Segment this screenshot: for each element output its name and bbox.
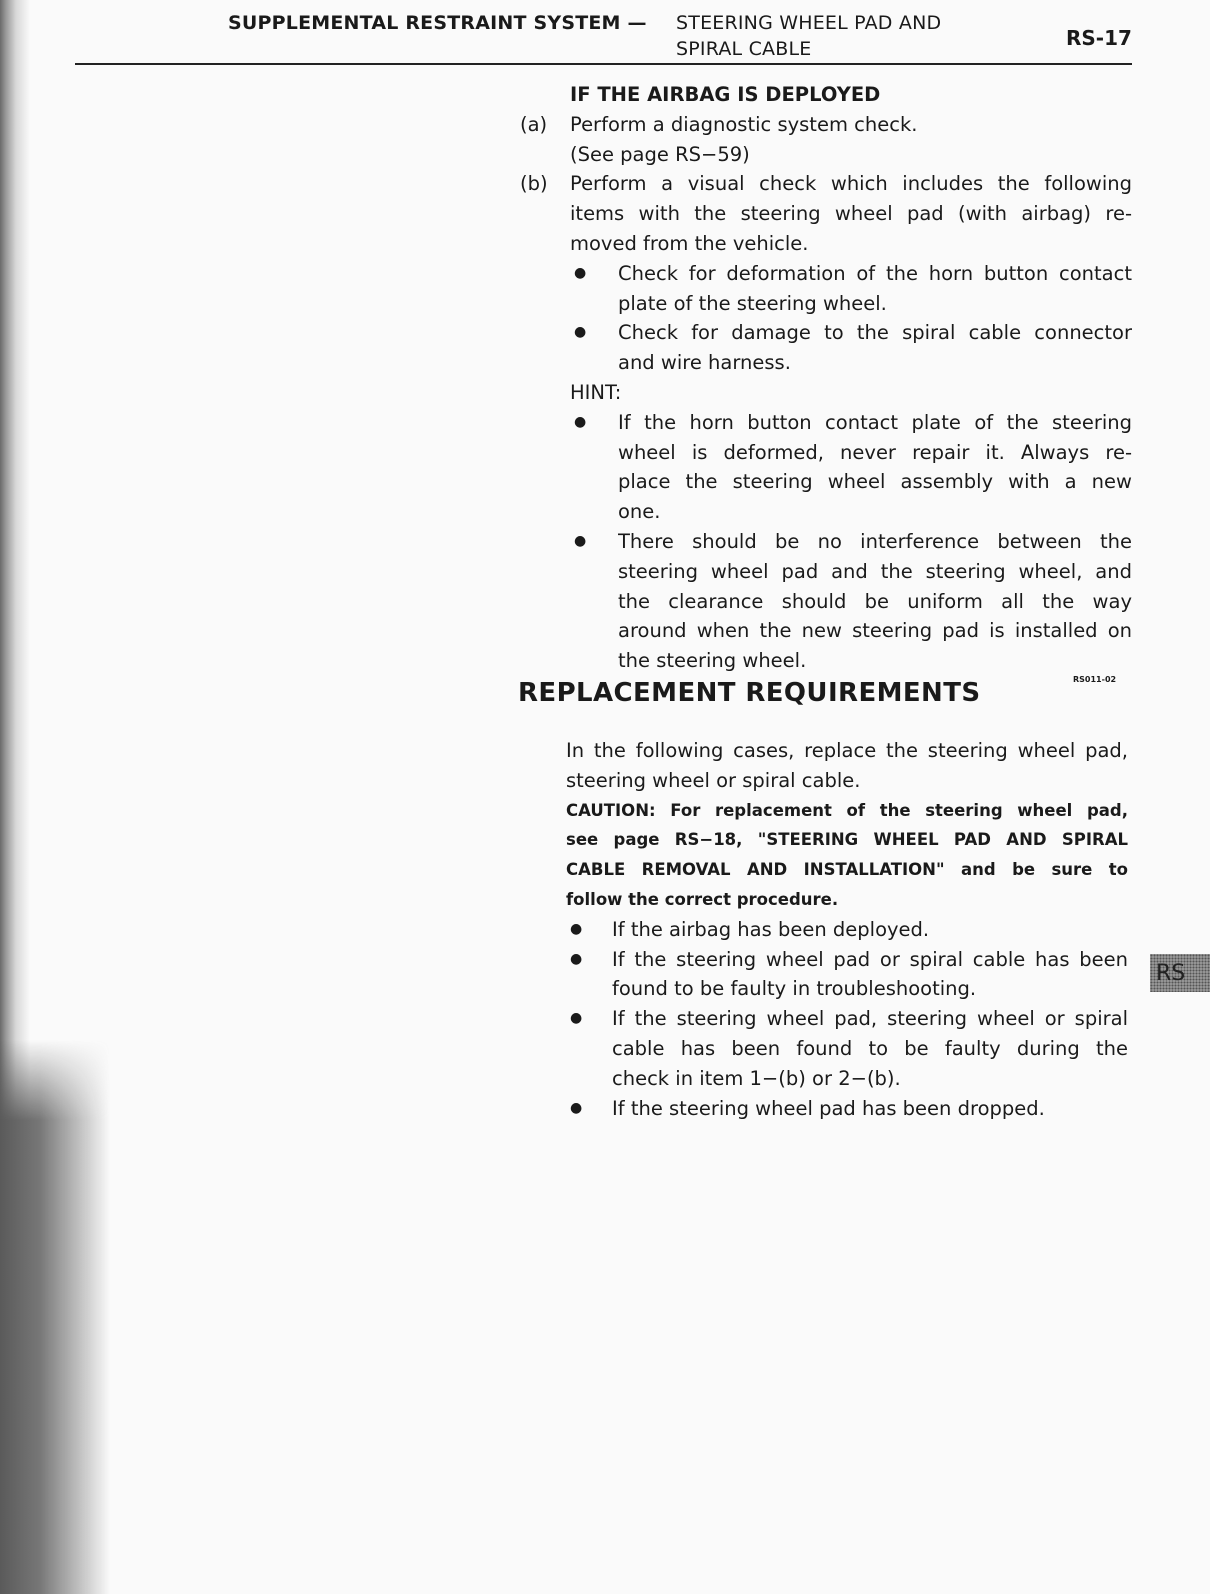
step-text: (See page RS−59) xyxy=(570,142,750,166)
step-text: moved from the vehicle. xyxy=(570,231,809,255)
bullet-icon: ● xyxy=(574,324,587,341)
hint-text: wheel is deformed, never repair it. Always re- xyxy=(618,440,1132,464)
case-text: cable has been found to be faulty during the xyxy=(612,1036,1128,1060)
bullet-icon: ● xyxy=(570,1010,583,1027)
step-text: Perform a diagnostic system check. xyxy=(570,112,918,136)
bullet-icon: ● xyxy=(574,264,587,281)
bullet-icon: ● xyxy=(574,413,587,430)
case-text: If the airbag has been deployed. xyxy=(612,917,930,941)
caution-text: CAUTION: For replacement of the steering wheel pad, xyxy=(566,800,1128,820)
page-number: RS-17 xyxy=(1066,26,1132,50)
case-text: If the steering wheel pad, steering wheel or spiral xyxy=(612,1007,1128,1031)
bullet-icon: ● xyxy=(570,920,583,937)
case-text: If the steering wheel pad or spiral cable has been xyxy=(612,947,1128,971)
hint-text: There should be no interference between the xyxy=(618,529,1132,553)
hint-text: steering wheel pad and the steering wheel, and xyxy=(618,559,1132,583)
header-subtitle-line1: STEERING WHEEL PAD AND xyxy=(676,12,942,34)
step-label: (a) xyxy=(520,112,548,136)
replacement-heading: REPLACEMENT REQUIREMENTS xyxy=(518,678,981,708)
hint-text: one. xyxy=(618,500,661,524)
case-text: found to be faulty in troubleshooting. xyxy=(612,977,977,1001)
check-text: plate of the steering wheel. xyxy=(618,291,887,315)
intro-text: steering wheel or spiral cable. xyxy=(566,768,861,792)
check-text: and wire harness. xyxy=(618,351,791,375)
caution-text: see page RS−18, "STEERING WHEEL PAD AND SPIRAL xyxy=(566,830,1128,850)
bullet-icon: ● xyxy=(570,950,583,967)
section-tab-rs: RS xyxy=(1150,954,1210,992)
step-label: (b) xyxy=(520,172,548,196)
binding-shadow-lower xyxy=(0,1040,110,1594)
step-text: items with the steering wheel pad (with airbag) re- xyxy=(570,202,1132,226)
check-text: Check for damage to the spiral cable connector xyxy=(618,321,1132,345)
hint-text: the clearance should be uniform all the way xyxy=(618,589,1132,613)
hint-text: place the steering wheel assembly with a new xyxy=(618,470,1132,494)
bullet-icon: ● xyxy=(570,1099,583,1116)
intro-text: In the following cases, replace the steering wheel pad, xyxy=(566,739,1128,762)
hint-text: around when the new steering pad is installed on xyxy=(618,619,1132,643)
hint-text: the steering wheel. xyxy=(618,649,807,673)
caution-text: follow the correct procedure. xyxy=(566,889,839,909)
reference-code: RS011-02 xyxy=(1073,675,1117,684)
hint-text: If the horn button contact plate of the steering xyxy=(618,410,1132,434)
section-airbag-deployed xyxy=(520,80,1132,676)
check-text: Check for deformation of the horn button contact xyxy=(618,261,1132,285)
case-text: If the steering wheel pad has been dropped. xyxy=(612,1096,1045,1120)
bullet-icon: ● xyxy=(574,532,587,549)
case-text: check in item 1−(b) or 2−(b). xyxy=(612,1066,901,1090)
caution-text: CABLE REMOVAL AND INSTALLATION" and be sure to xyxy=(566,860,1128,880)
section-replacement xyxy=(566,736,1128,1123)
header-subtitle-line2: SPIRAL CABLE xyxy=(676,38,812,60)
header-title: SUPPLEMENTAL RESTRAINT SYSTEM — xyxy=(228,12,647,34)
section-heading: IF THE AIRBAG IS DEPLOYED xyxy=(570,83,881,106)
header-rule xyxy=(75,63,1132,65)
step-text: Perform a visual check which includes the following xyxy=(570,172,1132,196)
hint-label: HINT: xyxy=(570,380,622,404)
